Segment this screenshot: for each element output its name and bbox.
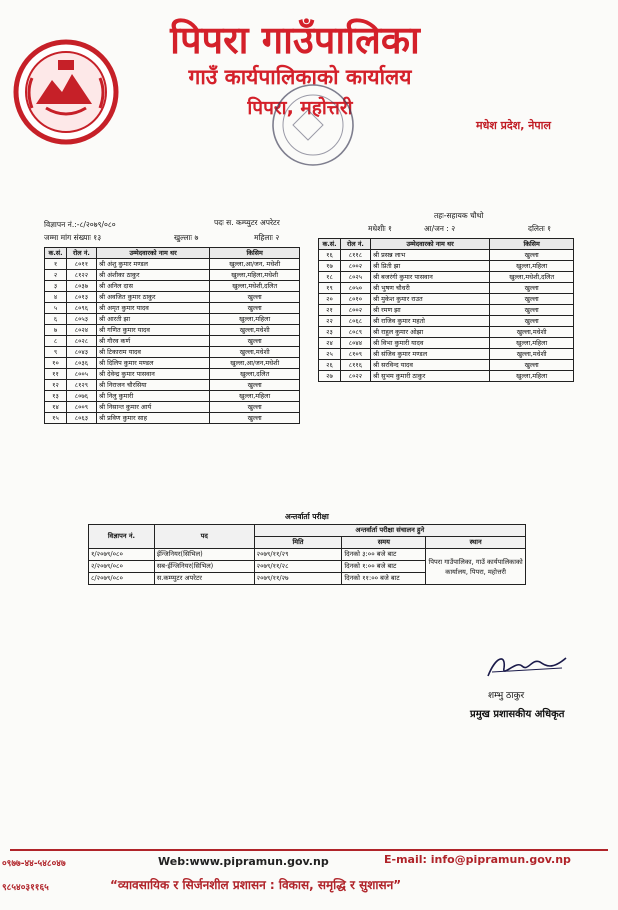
table-cell: ८०६३ xyxy=(66,413,96,424)
table-cell: ८११८ xyxy=(340,250,370,261)
footer-phone-1: ०९७७-४४-५४८०४७ xyxy=(2,859,66,869)
header-place: स्थान xyxy=(426,537,526,549)
table-cell: खुल्ला xyxy=(210,292,300,303)
table-cell: २०७९/११/२८ xyxy=(254,561,342,573)
table-row xyxy=(45,281,300,292)
table-row xyxy=(45,413,300,424)
table-cell: ८००९ xyxy=(66,402,96,413)
table-cell: श्री विभा कुमारी यादव xyxy=(370,338,489,349)
header-post: पद xyxy=(154,525,254,549)
table-cell: २४ xyxy=(319,338,341,349)
table-cell: खुल्ला,आ/जन, मधेशी xyxy=(210,259,300,270)
table-cell: ८००२ xyxy=(340,305,370,316)
footer-email: E-mail: info@pipramun.gov.np xyxy=(384,853,571,866)
table-cell: ८०९६ xyxy=(66,303,96,314)
table-cell: श्री दिलिप कुमार मण्डल xyxy=(96,358,209,369)
table-cell: ईन्जिनियर(सिभिल) xyxy=(154,549,254,561)
table-cell: ५ xyxy=(45,303,67,314)
table-cell: श्री राहुल कुमार ओझा xyxy=(370,327,489,338)
table-cell: ८०२२ xyxy=(340,371,370,382)
table-row xyxy=(319,250,574,261)
table-cell: २० xyxy=(319,294,341,305)
table-cell: ८००५ xyxy=(66,369,96,380)
table-cell: श्री देवेन्द्र कुमार पासवान xyxy=(96,369,209,380)
table-row xyxy=(45,303,300,314)
signature-scribble xyxy=(482,648,572,684)
header-date: मिति xyxy=(254,537,342,549)
table-cell: खुल्ला xyxy=(490,283,574,294)
table-row xyxy=(319,283,574,294)
table-cell: ८००२ xyxy=(340,261,370,272)
table-cell: खुल्ला,महिला xyxy=(490,371,574,382)
table-cell: ८०५० xyxy=(340,283,370,294)
table-cell: १९ xyxy=(319,283,341,294)
table-cell: २६ xyxy=(319,360,341,371)
table-cell: श्री प्रिती झा xyxy=(370,261,489,272)
table-cell: खुल्ला,महिला xyxy=(210,314,300,325)
table-cell: १० xyxy=(45,358,67,369)
table-cell: ८ xyxy=(45,336,67,347)
table-cell: खुल्ला,आ/जन,मधेशी xyxy=(210,358,300,369)
column-header: क.सं. xyxy=(319,239,341,250)
table-row xyxy=(319,360,574,371)
table-cell: श्री टिकाराम यादव xyxy=(96,347,209,358)
column-header: उम्मेदवारको नाम थर xyxy=(370,239,489,250)
table-row xyxy=(89,549,526,561)
signatory-title: प्रमुख प्रशासकीय अधिकृत xyxy=(470,709,565,720)
table-cell: ८०३६ xyxy=(66,358,96,369)
table-cell: श्री अंशीका ठाकुर xyxy=(96,270,209,281)
table-cell: श्री प्रसन्न लाभ xyxy=(370,250,489,261)
table-cell: खुल्ला,दलित xyxy=(210,369,300,380)
table-cell: २२ xyxy=(319,316,341,327)
table-row xyxy=(45,358,300,369)
table-cell: ८१०९ xyxy=(340,349,370,360)
table-cell: खुल्ला,महिला xyxy=(490,338,574,349)
office-stamp xyxy=(268,80,358,170)
table-cell: श्री रमण झा xyxy=(370,305,489,316)
table-cell: खुल्ला,मधेशी xyxy=(210,347,300,358)
table-cell: श्री निलु कुमारी xyxy=(96,391,209,402)
table-cell: श्री अमृत कुमार यादव xyxy=(96,303,209,314)
footer-website: Web:www.pipramun.gov.np xyxy=(158,855,329,868)
table-cell: दिनको ११:०० बजे बाट xyxy=(342,573,426,585)
table-cell: श्री मुकेश कुमार राउत xyxy=(370,294,489,305)
table-cell: ८०७६ xyxy=(66,391,96,402)
table-cell: खुल्ला xyxy=(490,360,574,371)
footer-phone-2: ९८५४०३११६५ xyxy=(2,883,49,893)
table-row xyxy=(45,336,300,347)
table-cell: १५ xyxy=(45,413,67,424)
table-cell: ९ xyxy=(45,347,67,358)
table-cell: खुल्ला xyxy=(210,413,300,424)
table-cell: ८०४३ xyxy=(66,347,96,358)
interview-place: पिपरा गाउँपालिका, गाउँ कार्यपालिकाको कार्यालय, पिपरा, महोत्तरी xyxy=(426,549,526,585)
table-cell: खुल्ला xyxy=(210,380,300,391)
table-cell: ७ xyxy=(45,325,67,336)
advertisement-number: विज्ञापन नं.:-८/२०७९/०८० xyxy=(44,220,116,229)
table-cell: स.कम्प्युटर अपरेटर xyxy=(154,573,254,585)
column-header: क.सं. xyxy=(45,248,67,259)
post-name: पदः स. कम्प्युटर अपरेटर xyxy=(214,218,280,227)
table-cell: १३ xyxy=(45,391,67,402)
table-row xyxy=(319,294,574,305)
table-cell: ८०८९ xyxy=(340,327,370,338)
footer-divider xyxy=(10,849,608,851)
table-cell: श्री संजिव कुमार मण्डल xyxy=(370,349,489,360)
table-cell: श्री अवजित कुमार ठाकुर xyxy=(96,292,209,303)
municipality-title: पिपरा गाउँपालिका xyxy=(170,18,420,62)
table-cell: सब-ईन्जिनियर(सिभिल) xyxy=(154,561,254,573)
table-row xyxy=(45,380,300,391)
header-time: समय xyxy=(342,537,426,549)
table-cell: २३ xyxy=(319,327,341,338)
table-row xyxy=(45,369,300,380)
table-row xyxy=(319,316,574,327)
table-cell: खुल्ला xyxy=(490,294,574,305)
interview-caption: अन्तर्वार्ता परीक्षा xyxy=(285,512,329,521)
table-cell: खुल्ला xyxy=(490,305,574,316)
table-cell: १७ xyxy=(319,261,341,272)
table-cell: ८०२४ xyxy=(66,325,96,336)
table-cell: ८०२८ xyxy=(66,336,96,347)
table-cell: ३ xyxy=(45,281,67,292)
table-cell: श्री अनिल दास xyxy=(96,281,209,292)
table-cell: दिनको ३:०० बजे बाट xyxy=(342,549,426,561)
table-cell: श्री अंशु कुमार मण्डल xyxy=(96,259,209,270)
table-row xyxy=(319,349,574,360)
table-row xyxy=(319,338,574,349)
table-cell: २०७९/११/२७ xyxy=(254,573,342,585)
table-cell: खुल्ला xyxy=(210,402,300,413)
table-cell: खुल्ला,महिला,मधेशी xyxy=(210,270,300,281)
table-cell: श्री गणित कुमार यादव xyxy=(96,325,209,336)
table-cell: खुल्ला,मधेशी,दलित xyxy=(210,281,300,292)
table-cell: ८०४४ xyxy=(340,338,370,349)
table-cell: खुल्ला xyxy=(490,316,574,327)
table-cell: खुल्ला xyxy=(210,303,300,314)
header-adv-no: विज्ञापन नं. xyxy=(89,525,155,549)
column-header: रोल नं. xyxy=(340,239,370,250)
table-cell: श्री निसान्त कुमार आर्य xyxy=(96,402,209,413)
table-cell: २१ xyxy=(319,305,341,316)
level-label: तहः-सहायक चौथो xyxy=(434,211,484,220)
column-header: उम्मेदवारको नाम थर xyxy=(96,248,209,259)
table-cell: ८०११ xyxy=(66,259,96,270)
table-cell: श्री सुभम कुमारी ठाकुर xyxy=(370,371,489,382)
header-conduct-group: अन्तर्वार्ता परीक्षा संचालन हुने xyxy=(254,525,525,537)
table-cell: ८१२२ xyxy=(66,270,96,281)
table-cell: ८११६ xyxy=(340,360,370,371)
table-row xyxy=(45,259,300,270)
candidate-table-right xyxy=(318,238,574,382)
table-cell: १८ xyxy=(319,272,341,283)
table-cell: खुल्ला,महिला xyxy=(490,261,574,272)
table-cell: ८०६८ xyxy=(340,316,370,327)
table-cell: दिनको १:०० बजे बाट xyxy=(342,561,426,573)
total-demand: जम्मा मांग संख्याः १३ xyxy=(44,233,102,242)
table-cell: ८०३७ xyxy=(66,281,96,292)
footer-slogan: “व्यावसायिक र सिर्जनशील प्रशासन : विकास, समृद्धि र सुशासन” xyxy=(110,878,402,892)
table-cell: २५ xyxy=(319,349,341,360)
table-cell: १ xyxy=(45,259,67,270)
table-cell: १/२०७९/०८० xyxy=(89,549,155,561)
table-cell: ८०५३ xyxy=(66,314,96,325)
column-header: किसिम xyxy=(490,239,574,250)
table-cell: श्री सरविन्द यादव xyxy=(370,360,489,371)
table-cell: श्री बजरंगी कुमार पासवान xyxy=(370,272,489,283)
table-cell: खुल्ला,महिला xyxy=(210,391,300,402)
open-quota: खुल्लाः ७ xyxy=(174,233,199,242)
interview-schedule-table xyxy=(88,524,526,585)
table-cell: खुल्ला xyxy=(210,336,300,347)
table-cell: खुल्ला,मधेशी xyxy=(210,325,300,336)
table-cell: ४ xyxy=(45,292,67,303)
table-cell: श्री आरती झा xyxy=(96,314,209,325)
madhesi-quota: मधेशीः १ xyxy=(368,224,392,233)
table-cell: ८१२९ xyxy=(66,380,96,391)
table-cell: ६ xyxy=(45,314,67,325)
table-cell: खुल्ला,मधेशी xyxy=(490,327,574,338)
table-cell: २०७९/११/२९ xyxy=(254,549,342,561)
table-row xyxy=(319,371,574,382)
column-header: किसिम xyxy=(210,248,300,259)
office-title: गाउँ कार्यपालिकाको कार्यालय xyxy=(188,65,412,89)
table-cell: १२ xyxy=(45,380,67,391)
candidate-table-left xyxy=(44,247,300,424)
table-row xyxy=(319,305,574,316)
table-cell: १६ xyxy=(319,250,341,261)
table-cell: ८०२५ xyxy=(340,272,370,283)
table-row xyxy=(45,292,300,303)
table-cell: ८/२०७९/०८० xyxy=(89,573,155,585)
table-cell: श्री गौरव कर्ण xyxy=(96,336,209,347)
nepal-emblem-logo xyxy=(12,38,120,146)
table-cell: खुल्ला,मधेशी xyxy=(490,349,574,360)
table-cell: १४ xyxy=(45,402,67,413)
table-cell: खुल्ला,मधेशी,दलित xyxy=(490,272,574,283)
table-cell: खुल्ला xyxy=(490,250,574,261)
table-cell: ८०१० xyxy=(340,294,370,305)
table-cell: श्री राजिव कुमार महतो xyxy=(370,316,489,327)
dalit-quota: दलितः १ xyxy=(528,224,552,233)
table-row xyxy=(45,325,300,336)
table-cell: श्री प्रविण कुमार साह xyxy=(96,413,209,424)
table-row xyxy=(319,272,574,283)
table-row xyxy=(319,261,574,272)
aajan-quota: आ/जन : २ xyxy=(424,224,456,233)
table-cell: २७ xyxy=(319,371,341,382)
table-row xyxy=(45,270,300,281)
province-label: मधेश प्रदेश, नेपाल xyxy=(476,119,551,132)
table-row xyxy=(45,391,300,402)
table-cell: ८०१३ xyxy=(66,292,96,303)
column-header: रोल नं. xyxy=(66,248,96,259)
table-row xyxy=(45,314,300,325)
table-cell: २ xyxy=(45,270,67,281)
table-cell: श्री निराजन चौरसिया xyxy=(96,380,209,391)
women-quota: महिलाः २ xyxy=(254,233,280,242)
table-row xyxy=(319,327,574,338)
table-cell: श्री भुषण चौधरी xyxy=(370,283,489,294)
table-cell: २/२०७९/०८० xyxy=(89,561,155,573)
table-cell: ११ xyxy=(45,369,67,380)
signatory-name: शम्भु ठाकुर xyxy=(488,691,525,701)
office-address: पिपरा, महोत्तरी xyxy=(247,97,353,119)
table-row xyxy=(45,402,300,413)
table-row xyxy=(45,347,300,358)
